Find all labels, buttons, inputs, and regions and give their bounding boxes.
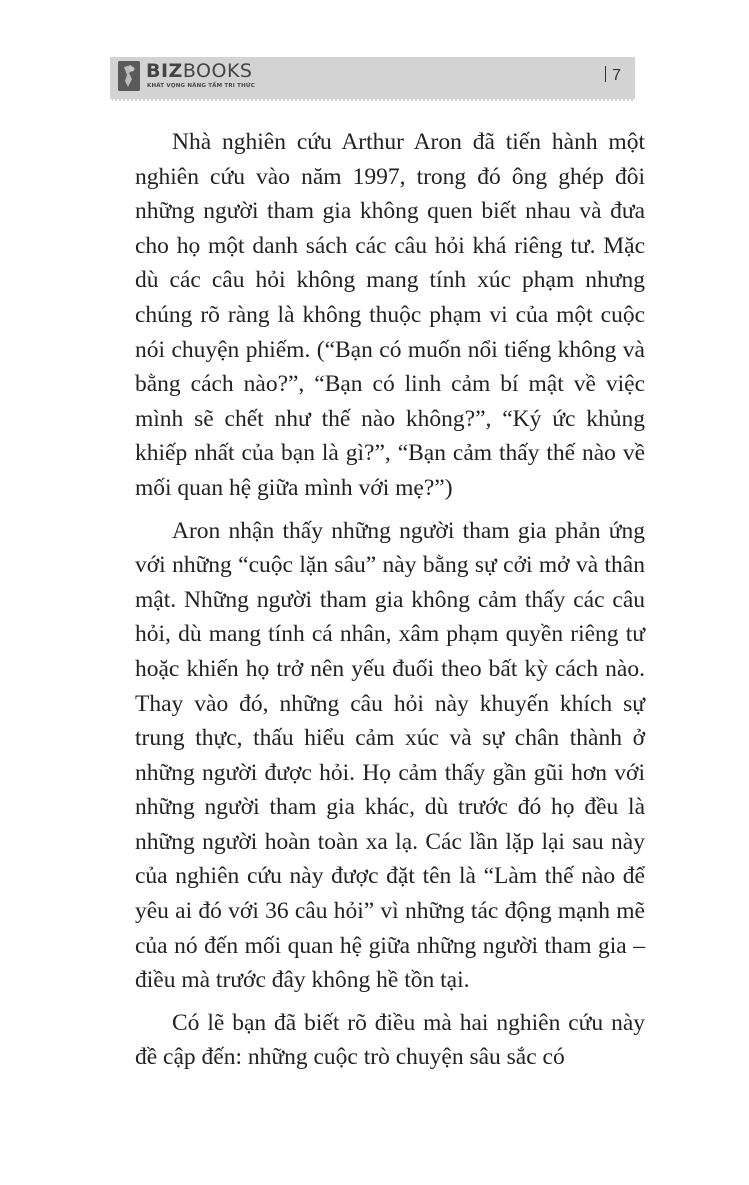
brand-tagline: KHÁT VỌNG NÂNG TẦM TRI THỨC — [147, 83, 255, 89]
page-number — [605, 66, 621, 85]
paragraph: Aron nhận thấy những người tham gia phản ứng với những “cuộc lặn sâu” này bằng sự cởi mở và thân mật. Những người tham gia không cảm thấy các câu hỏi, dù mang tính cá nhân, xâm phạm quyền riêng tư hoặc khiến họ trở nên yếu đuối theo bất kỳ cách nào. Thay vào đó, những câu hỏi này khuyến khích sự trung thực, thấu hiểu cảm xúc và sự chân thành ở những người được hỏi. Họ cảm thấy gần gũi hơn với những người tham gia khác, dù trước đó họ đều là những người hoàn toàn xa lạ. Các lần lặp lại sau này của nghiên cứu này được đặt tên là “Làm thế nào để yêu ai đó với 36 câu hỏi” vì những tác động mạnh mẽ của nó đến mối quan hệ giữa những người tham gia – điều mà trước đây không hề tồn tại. — [135, 517, 645, 994]
page-number-value: 7 — [612, 67, 621, 84]
paragraph: Có lẽ bạn đã biết rõ điều mà hai nghiên cứu này đề cập đến: những cuộc trò chuyện sâu sắc có — [135, 1009, 645, 1071]
brand-bold: BIZ — [146, 60, 183, 82]
bizbooks-logo-icon — [118, 61, 140, 91]
paragraph: Nhà nghiên cứu Arthur Aron đã tiến hành một nghiên cứu vào năm 1997, trong đó ông ghép đôi những người tham gia không quen biết nhau và đưa cho họ một danh sách các câu hỏi khá riêng tư. Mặc dù các câu hỏi không mang tính xúc phạm nhưng chúng rõ ràng là không thuộc phạm vi của một cuộc nói chuyện phiếm. (“Bạn có muốn nổi tiếng không và bằng cách nào?”, “Bạn có linh cảm bí mật về việc mình sẽ chết như thế nào không?”, “Ký ức khủng khiếp nhất của bạn là gì?”, “Bạn cảm thấy thế nào về mối quan hệ giữa mình với mẹ?”) — [135, 129, 645, 501]
brand-light: BOOKS — [182, 60, 253, 82]
page-number-divider — [605, 66, 606, 82]
page-header — [110, 57, 635, 101]
page-body — [135, 125, 645, 1083]
brand-name — [146, 60, 252, 82]
